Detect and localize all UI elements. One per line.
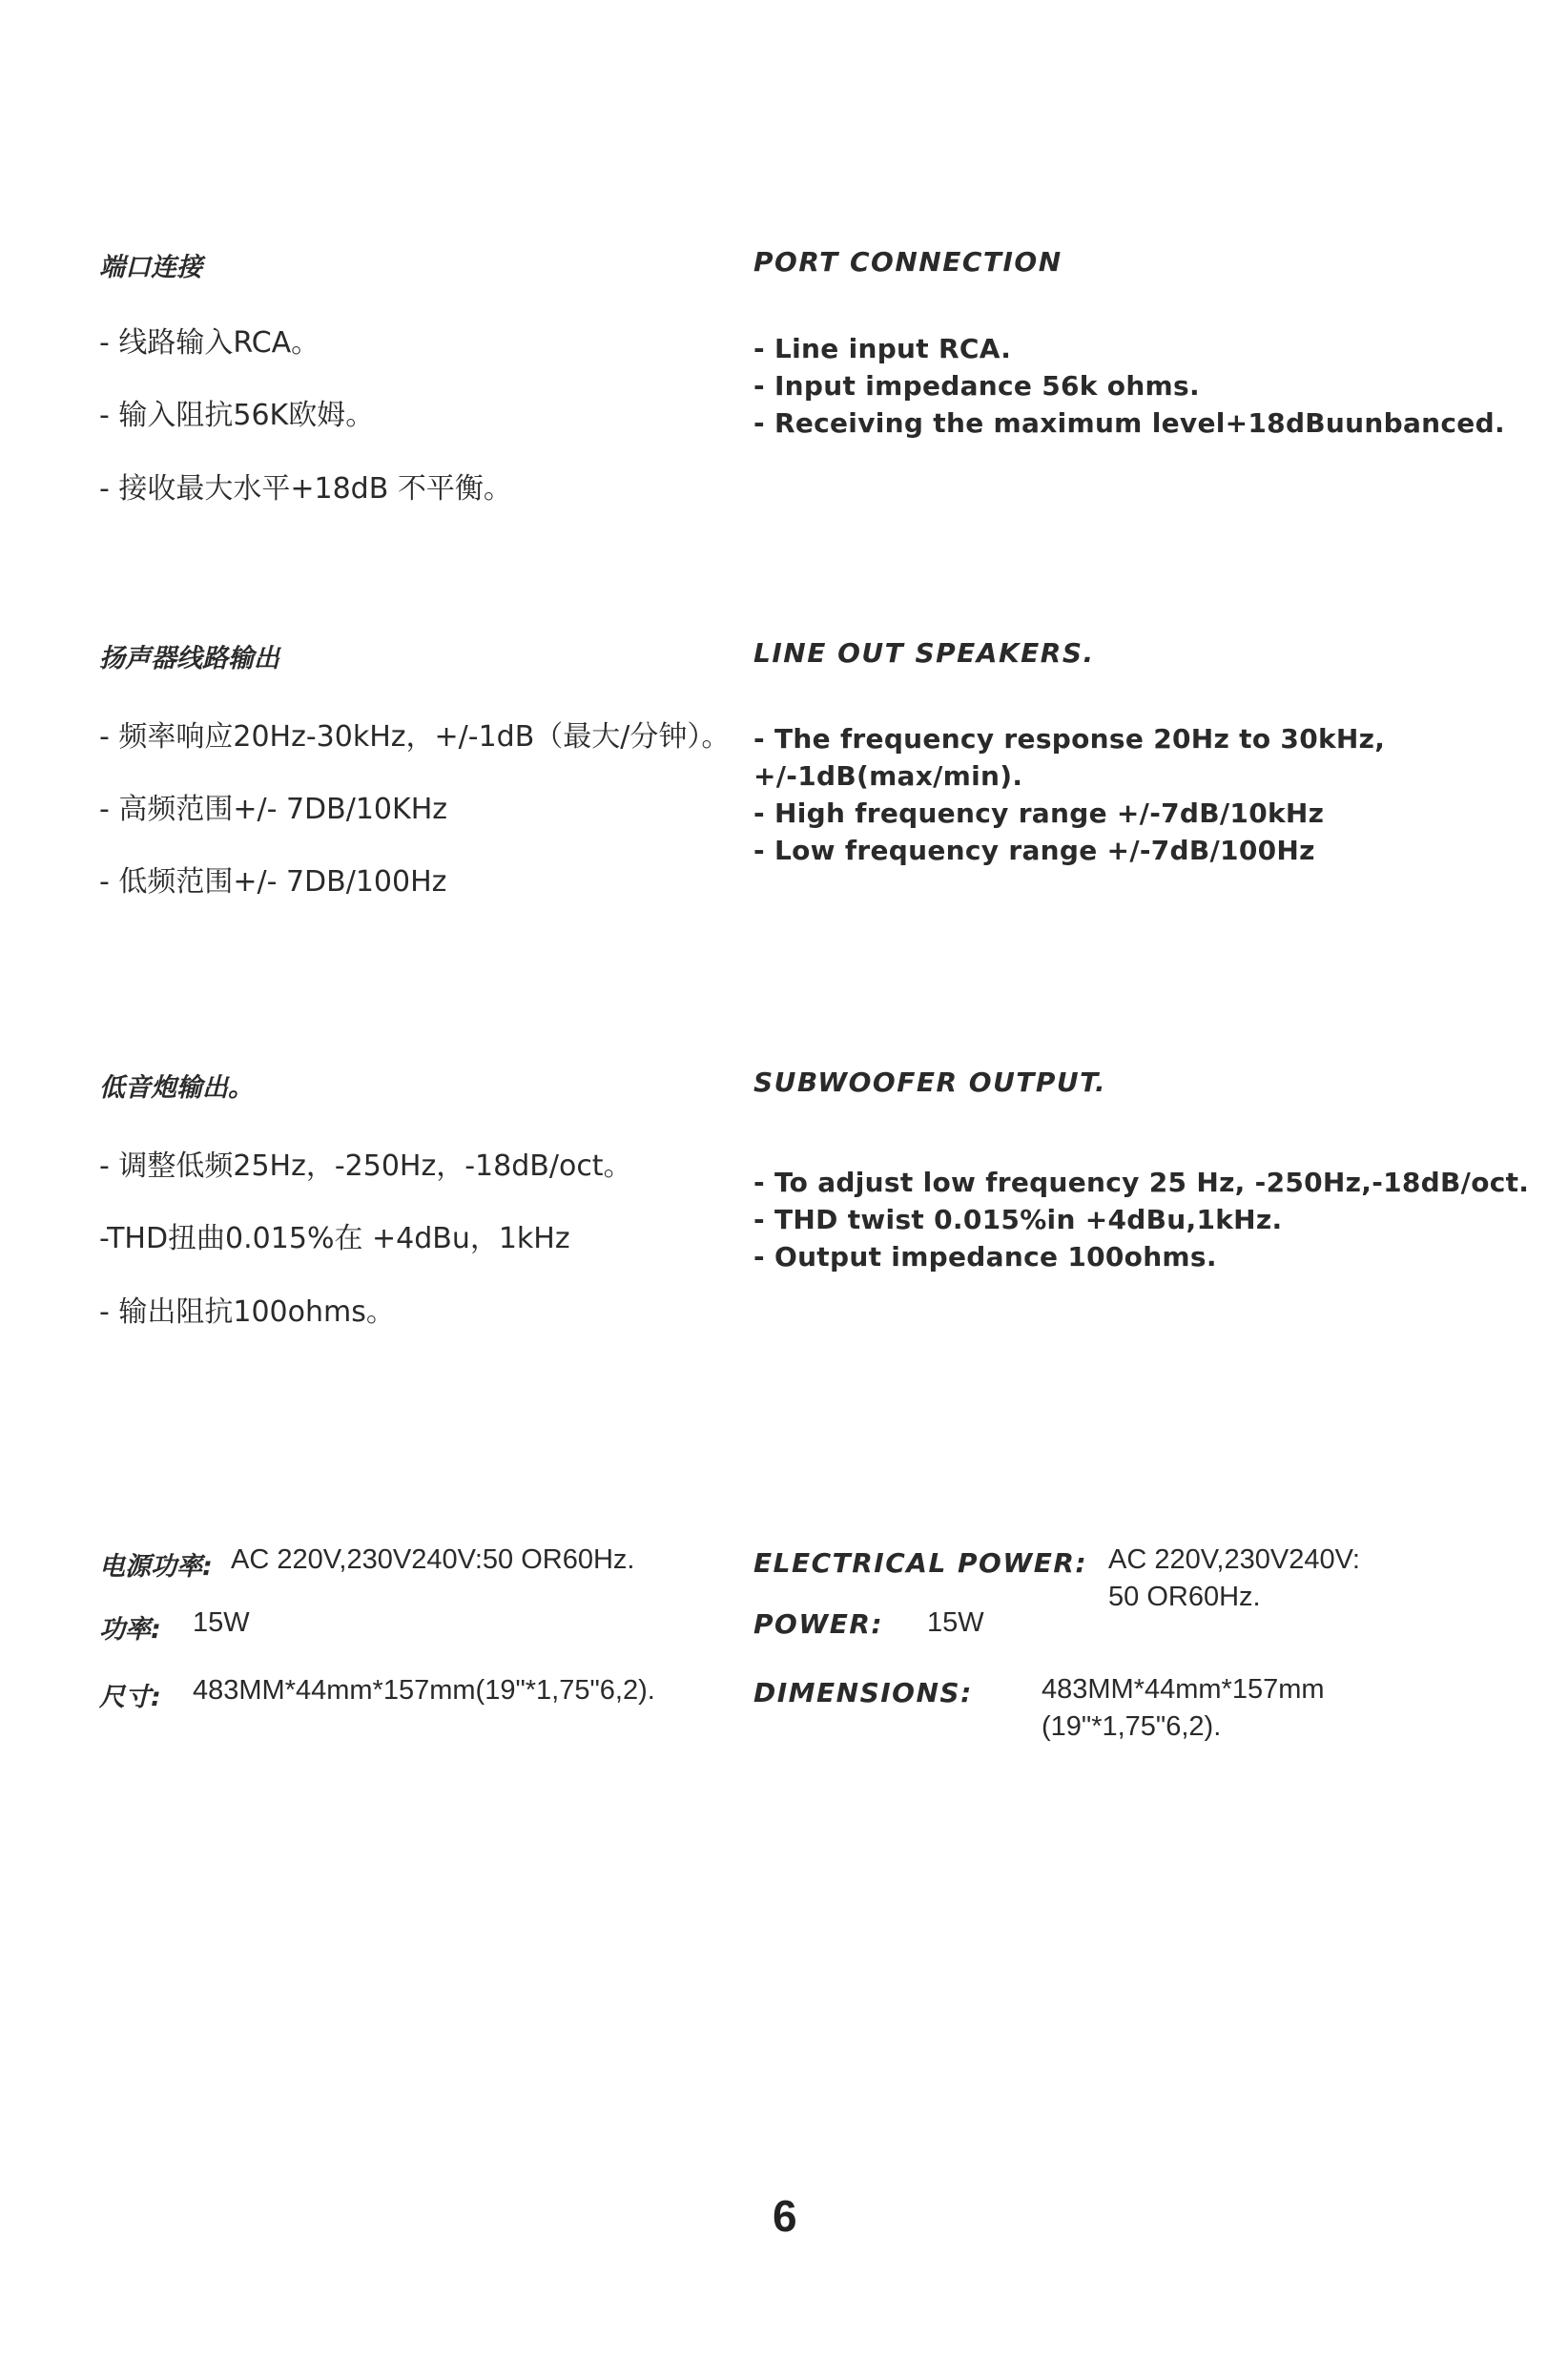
- lineout-zh-line-2: - 高频范围+/- 7DB/10KHz: [99, 793, 447, 826]
- sub-zh-line-1: - 调整低频25Hz，-250Hz，-18dB/oct。: [99, 1149, 632, 1183]
- spec-en-dimensions-value-2: (19"*1,75"6,2).: [1042, 1711, 1222, 1742]
- lineout-zh-title: 扬声器线路输出: [99, 644, 279, 673]
- spec-zh-dimensions-value: 483MM*44mm*157mm(19"*1,75"6,2).: [193, 1675, 655, 1706]
- sub-zh-title: 低音炮输出。: [99, 1073, 254, 1103]
- lineout-en-title: LINE OUT SPEAKERS.: [753, 637, 1095, 669]
- spec-en-dimensions-value-1: 483MM*44mm*157mm: [1042, 1674, 1325, 1705]
- port-zh-line-1: - 线路输入RCA。: [99, 326, 320, 360]
- lineout-zh-line-3: - 低频范围+/- 7DB/100Hz: [99, 865, 447, 899]
- port-zh-line-3: - 接收最大水平+18dB 不平衡。: [99, 472, 512, 506]
- lineout-zh-line-1: - 频率响应20Hz-30kHz，+/-1dB（最大/分钟）。: [99, 720, 731, 754]
- port-en-line-3: - Receiving the maximum level+18dBuunbanced.: [753, 407, 1505, 439]
- sub-en-title: SUBWOOFER OUTPUT.: [753, 1066, 1107, 1098]
- spec-zh-power-supply-label: 电源功率:: [99, 1552, 213, 1582]
- page-number: 6: [773, 2191, 797, 2241]
- lineout-en-line-2: +/-1dB(max/min).: [753, 760, 1023, 792]
- port-zh-title: 端口连接: [99, 253, 202, 282]
- lineout-en-line-3: - High frequency range +/-7dB/10kHz: [753, 797, 1325, 829]
- spec-en-power-label: POWER:: [753, 1608, 884, 1640]
- port-en-title: PORT CONNECTION: [753, 246, 1063, 278]
- spec-en-power-supply-label: ELECTRICAL POWER:: [753, 1547, 1088, 1579]
- spec-en-power-supply-value-1: AC 220V,230V240V:: [1108, 1544, 1360, 1575]
- port-en-line-2: - Input impedance 56k ohms.: [753, 370, 1200, 402]
- port-zh-line-2: - 输入阻抗56K欧姆。: [99, 399, 375, 432]
- port-en-line-1: - Line input RCA.: [753, 333, 1012, 364]
- sub-zh-line-2: -THD扭曲0.015%在 +4dBu，1kHz: [99, 1222, 570, 1255]
- sub-en-line-3: - Output impedance 100ohms.: [753, 1241, 1217, 1273]
- lineout-en-line-1: - The frequency response 20Hz to 30kHz,: [753, 723, 1386, 755]
- spec-zh-dimensions-label: 尺寸:: [99, 1683, 161, 1712]
- spec-en-power-value: 15W: [927, 1607, 984, 1638]
- sub-en-line-2: - THD twist 0.015%in +4dBu,1kHz.: [753, 1204, 1283, 1235]
- sub-en-line-1: - To adjust low frequency 25 Hz, -250Hz,-18dB/oct.: [753, 1167, 1530, 1198]
- spec-zh-power-value: 15W: [193, 1607, 250, 1638]
- spec-zh-power-label: 功率:: [99, 1615, 161, 1645]
- spec-en-dimensions-label: DIMENSIONS:: [753, 1677, 973, 1708]
- sub-zh-line-3: - 输出阻抗100ohms。: [99, 1295, 395, 1329]
- lineout-en-line-4: - Low frequency range +/-7dB/100Hz: [753, 835, 1315, 866]
- spec-zh-power-supply-value: AC 220V,230V240V:50 OR60Hz.: [231, 1544, 635, 1575]
- spec-en-power-supply-value-2: 50 OR60Hz.: [1108, 1582, 1261, 1612]
